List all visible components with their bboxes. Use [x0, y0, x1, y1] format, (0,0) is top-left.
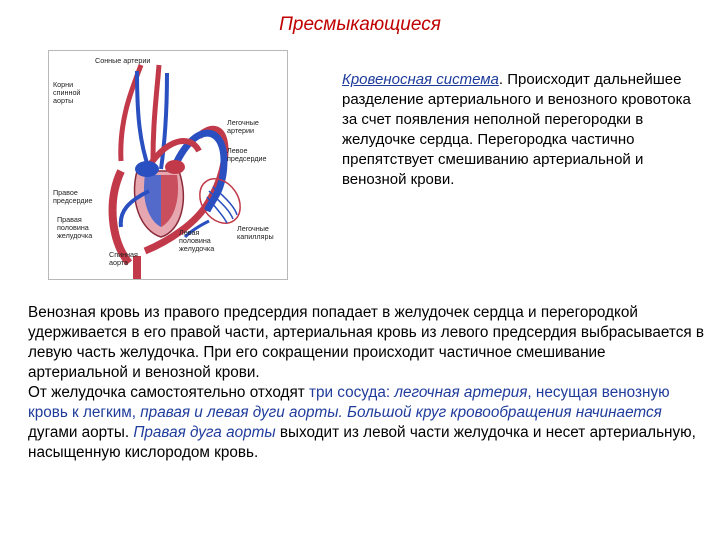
side-description	[342, 70, 702, 190]
label-dorsal-aorta-roots: Корни спинной аорты	[53, 80, 81, 105]
text-period: .	[338, 404, 347, 421]
highlight-pulmonary-artery: легочная артерия	[394, 384, 528, 401]
label-left-ventricle-half: Левая половина желудочка	[179, 228, 215, 253]
label-right-atrium: Правое предсердие	[53, 188, 93, 205]
highlight-three-vessels: три сосуда:	[308, 384, 395, 401]
paragraph-venous-flow: Венозная кровь из правого предсердия попадает в желудочек сердца и перегородкой удерживается в его правой части, артериальная кровь из левого предсердия выбрасывается в левую часть желудочка. При его сокращении происходит частичное смешивание артериальной и венозной крови.	[28, 304, 705, 381]
label-dorsal-aorta: Спинная аорта	[109, 250, 138, 267]
text-segment: выходит из левой части желудочка и несет артериальную, насыщенную кислородом кровь.	[28, 424, 696, 461]
heart-vessels-drawing	[49, 51, 287, 279]
circulatory-system-link[interactable]: Кровеносная система	[342, 71, 499, 88]
side-description-text: . Происходит дальнейшее разделение артериального и венозного кровотока за счет появления неполной перегородки в желудочке сердца. Перегородка частично препятствует смешиванию артериальной и венозной крови.	[342, 71, 691, 188]
highlight-right-aortic-arch: Правая дуга аорты	[133, 424, 276, 441]
label-right-ventricle-half: Правая половина желудочка	[57, 215, 93, 240]
label-left-atrium: Левое предсердие	[227, 146, 267, 163]
text-segment: дугами аорты.	[28, 424, 134, 441]
main-text	[28, 303, 708, 463]
label-pulmonary-capillaries: Легочные капилляры	[237, 224, 274, 241]
page-title: Пресмыкающиеся	[279, 14, 441, 35]
highlight-carrying-venous: , несущая венозную кровь к легким,	[28, 384, 670, 421]
circulatory-diagram	[48, 50, 288, 280]
paragraph-vessels	[28, 383, 708, 463]
highlight-aortic-arches: правая и левая дуги аорты	[140, 404, 339, 421]
text-segment: От желудочка самостоятельно отходят	[28, 384, 309, 401]
label-pulmonary-arteries: Легочные артерии	[227, 118, 259, 135]
label-carotid-arteries: Сонные артерии	[95, 56, 151, 65]
highlight-systemic-circulation: Большой круг кровообращения начинается	[347, 404, 662, 421]
